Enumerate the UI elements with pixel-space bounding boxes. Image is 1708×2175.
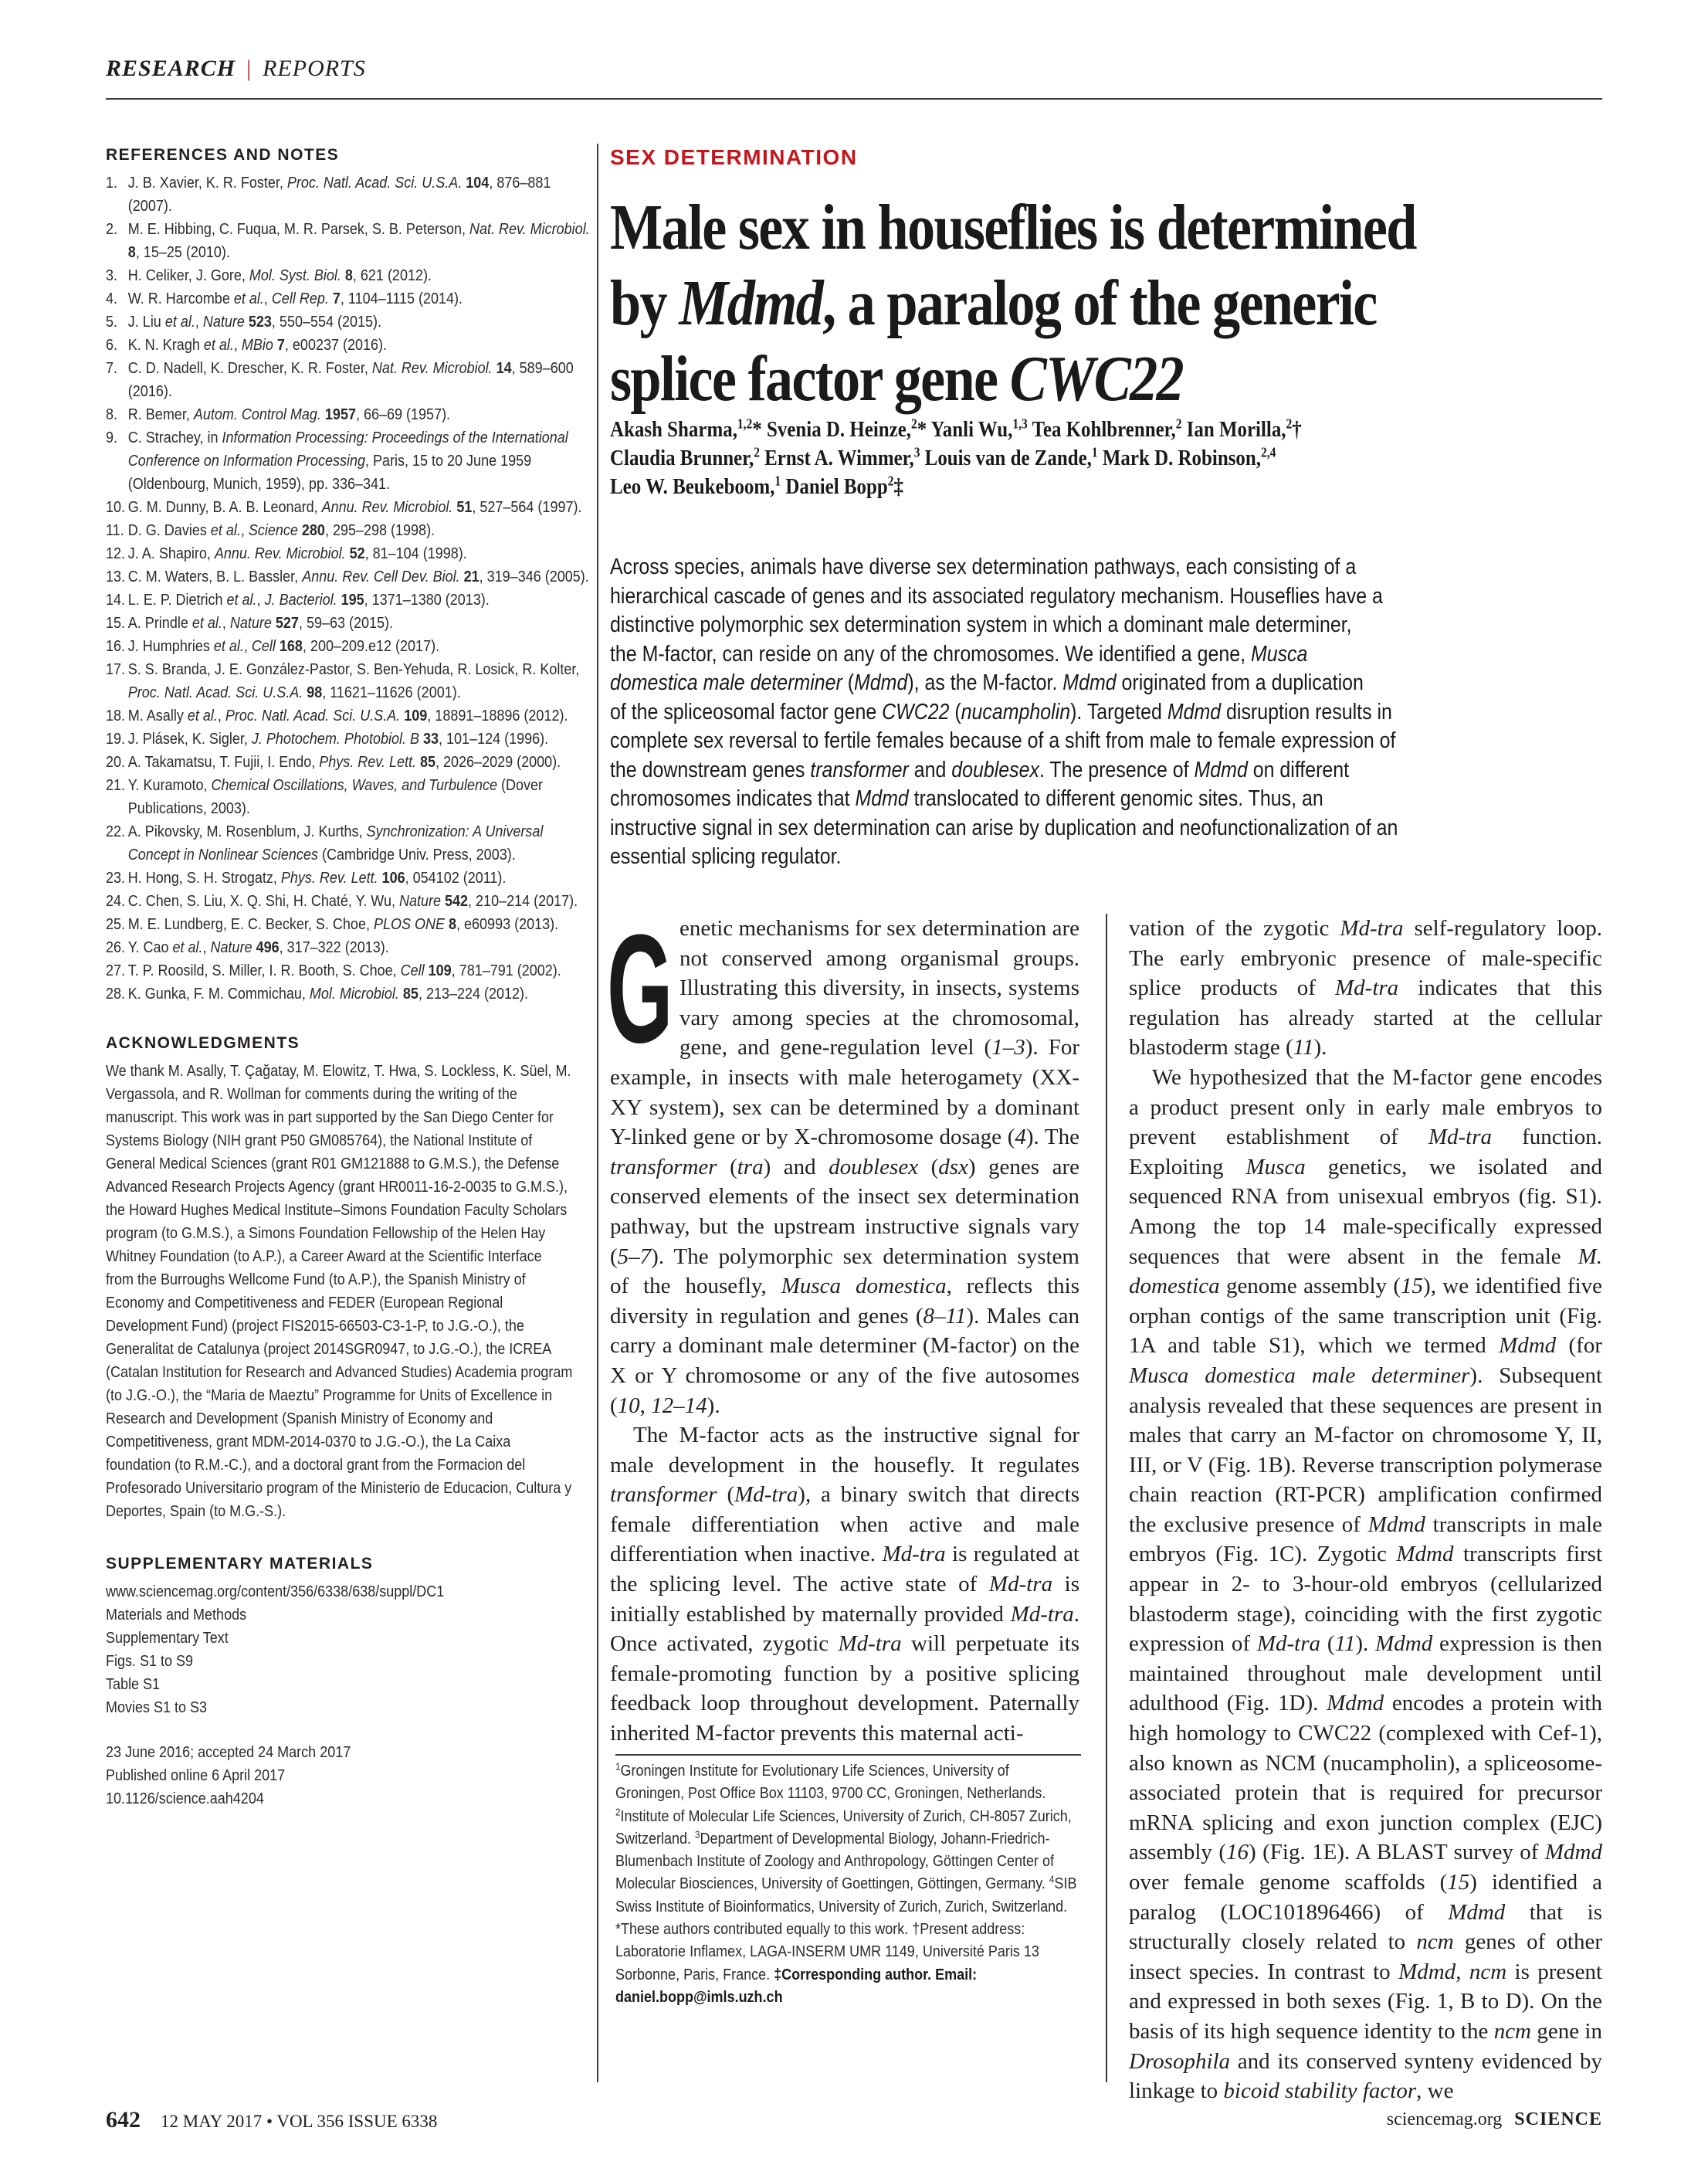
footnote-rule: [615, 1754, 1081, 1756]
page-footer-left: [106, 2107, 437, 2133]
reference-number: 2.: [106, 221, 118, 238]
reference-text: A. Pikovsky, M. Rosenblum, J. Kurths, Synchronization: A Universal Concept in Nonlinear Sciences (Cambridge Univ. Press, 2003).: [127, 823, 544, 864]
reference-number: 15.: [106, 615, 126, 632]
reference-number: 22.: [106, 823, 126, 840]
reference-item: [106, 357, 595, 403]
reference-number: 5.: [106, 314, 118, 331]
reference-text: W. R. Harcombe et al., Cell Rep. 7, 1104–1115 (2014).: [127, 290, 463, 307]
references-section: [106, 144, 590, 1006]
body-paragraph: The M-factor acts as the instructive signal for male development in the housefly. It regulates transformer (Md-tra), a binary switch that directs female differentiation when active and male differentiation when inactive. Md-tra is regulated at the splicing level. The active state of Md-tra is initially established by maternally provided Md-tra. Once activated, zygotic Md-tra will perpetuate its female-promoting function by a positive splicing feedback loop throughout development. Paternally inherited M-factor prevents this maternal acti-: [610, 1423, 1080, 1746]
supplementary-heading: SUPPLEMENTARY MATERIALS: [106, 1555, 374, 1573]
reference-text: J. B. Xavier, K. R. Foster, Proc. Natl. Acad. Sci. U.S.A. 104, 876–881 (2007).: [127, 175, 551, 215]
site-link[interactable]: sciencemag.org: [1386, 2109, 1503, 2129]
journal-name: SCIENCE: [1514, 2109, 1602, 2129]
reference-number: 4.: [106, 290, 118, 307]
reference-text: D. G. Davies et al., Science 280, 295–298 (1998).: [127, 522, 435, 539]
article-title: Male sex in houseflies is determined by Mdmd, a paralog of the generic splice factor gene CWC22: [610, 192, 1416, 415]
body-paragraph: We hypothesized that the M-factor gene encodes a product present only in early male embryos to prevent establishment of Md-tra function. Exploiting Musca genetics, we isolated and sequenced RNA from unisexual embryos (fig. S1). Among the top 14 male-specifically expressed sequences that were absent in the female M. domestica genome assembly (15), we identified five orphan contigs of the same transcription unit (Fig. 1A and table S1), which we termed Mdmd (for Musca domestica male determiner). Subsequent analysis revealed that these sequences are present in males that carry an M-factor on chromosome Y, II, III, or V (Fig. 1B). Reverse transcription polymerase chain reaction (RT-PCR) amplification confirmed the exclusive presence of Mdmd transcripts in male embryos (Fig. 1C). Zygotic Mdmd transcripts first appear in 2- to 3-hour-old embryos (cellularized blastoderm stage), coinciding with the first zygotic expression of Md-tra (11). Mdmd expression is then maintained throughout male development until adulthood (Fig. 1D). Mdmd encodes a protein with high homology to CWC22 (complexed with Cef-1), also known as NCM (nucampholin), a spliceosome-associated protein that is required for precursor mRNA splicing and exon junction complex (EJC) assembly (16) (Fig. 1E). A BLAST survey of Mdmd over female genome scaffolds (15) identified a paralog (LOC101896466) of Mdmd that is structurally closely related to ncm genes of other insect species. In contrast to Mdmd, ncm is present and expressed in both sexes (Fig. 1, B to D). On the basis of its high sequence identity to the ncm gene in Drosophila and its conserved synteny evidenced by linkage to bicoid stability factor, we: [1129, 1064, 1603, 2104]
page-number: 642: [106, 2107, 141, 2133]
reference-number: 13.: [106, 568, 126, 585]
reference-item: [106, 171, 595, 218]
left-column: [106, 144, 590, 1810]
reference-number: 23.: [106, 870, 126, 887]
doi[interactable]: 10.1126/science.aah4204: [106, 1790, 264, 1807]
reference-item: [106, 403, 595, 426]
drop-cap: G: [607, 903, 673, 1075]
reference-item: [106, 982, 595, 1006]
reference-item: [106, 334, 595, 357]
reference-number: 3.: [106, 267, 118, 284]
reference-number: 7.: [106, 360, 118, 377]
reference-number: 9.: [106, 429, 118, 446]
reference-number: 27.: [106, 962, 126, 979]
references-heading: REFERENCES AND NOTES: [106, 146, 340, 164]
reference-text: C. D. Nadell, K. Drescher, K. R. Foster, Nat. Rev. Microbiol. 14, 589–600 (2016).: [127, 360, 574, 400]
header-rule: [106, 98, 1602, 100]
running-header: [106, 56, 366, 82]
affiliations-footnotes: $^1$Groningen Institute for Evolutionary Life Sciences, University of Groningen, Post Office Box 11103, 9700 CC, Groningen, Netherlands. $^2$Institute of Molecular Life Sciences, University of Zurich, CH-8057 Zurich, Switzerland. $^3$Department of Developmental Biology, Johann-Friedrich-Blumenbach Institute of Zoology and Anthropology, Göttingen Center of Molecular Biosciences, University of Goettingen, Göttingen, Germany. $^4$SIB Swiss Institute of Bioinformatics, University of Zurich, Zurich, Switzerland. *These authors contributed equally to this work. †Present address: Laboratorie Inflamex, LAGA-INSERM UMR 1149, Université Paris 13 Sorbonne, Paris, France. ‡Corresponding author. Email: daniel.bopp@imls.uzh.ch: [615, 1760, 1077, 2006]
dates-section: [106, 1741, 574, 1810]
supplementary-item: Supplementary Text: [106, 1630, 229, 1647]
supplementary-item: Materials and Methods: [106, 1607, 247, 1624]
reference-item: [106, 612, 595, 635]
supplementary-item: Figs. S1 to S9: [106, 1653, 194, 1670]
reference-item: [106, 751, 595, 774]
reference-item: [106, 264, 595, 287]
reference-number: 24.: [106, 893, 126, 910]
column-divider-left: [597, 144, 598, 2082]
supplementary-item: Table S1: [106, 1676, 161, 1693]
reference-number: 6.: [106, 337, 118, 354]
reference-item: [106, 218, 595, 264]
acknowledgments-section: [106, 1032, 574, 1523]
acknowledgments-text: We thank M. Asally, T. Çağatay, M. Elowitz, T. Hwa, S. Lockless, K. Süel, M. Vergassola, and R. Wollman for comments during the writing of the manuscript. This work was in part supported by the San Diego Center for Systems Biology (NIH grant P50 GM085764), the National Institute of General Medical Sciences (grant R01 GM121888 to G.M.S.), the Defense Advanced Research Projects Agency (grant HR0011-16-2-0035 to G.M.S.), the Howard Hughes Medical Institute–Simons Foundation Faculty Scholars program (to G.M.S.), a Simons Foundation Fellowship of the Helen Hay Whitney Foundation (to A.P.), a Career Award at the Scientific Interface from the Burroughs Wellcome Fund (to A.P.), the Spanish Ministry of Economy and Competitiveness and FEDER (European Regional Development Fund) (project FIS2015-66503-C3-1-P, to J.G.-O.), the Generalitat de Catalunya (project 2014SGR0947, to J.G.-O.), the ICREA (Catalan Institution for Research and Advanced Studies) Academia program (to J.G.-O.), the “Maria de Maeztu” Programme for Units of Excellence in Research and Development (Spanish Ministry of Economy and Competitiveness, grant MDM-2014-0370 to J.G.-O.), the La Caixa foundation (to R.M.-C.), and a doctoral grant from the Formacion del Profesorado Universitario program of the Ministerio de Educacion, Cultura y Deportes, Spain (to M.G.-S.).: [106, 1063, 573, 1520]
section-kicker: SEX DETERMINATION: [610, 145, 858, 169]
reference-item: [106, 519, 595, 542]
reference-item: [106, 589, 595, 612]
reference-item: [106, 287, 595, 310]
reference-text: H. Celiker, J. Gore, Mol. Syst. Biol. 8, 621 (2012).: [127, 267, 432, 284]
reference-number: 28.: [106, 986, 126, 1003]
reference-text: L. E. P. Dietrich et al., J. Bacteriol. 195, 1371–1380 (2013).: [127, 592, 490, 609]
body-paragraph: [607, 903, 1079, 1420]
reference-item: [106, 704, 595, 728]
reference-item: [106, 658, 595, 704]
reference-text: M. E. Hibbing, C. Fuqua, M. R. Parsek, S. B. Peterson, Nat. Rev. Microbiol. 8, 15–25 (2010).: [127, 221, 590, 261]
body-column-1: [607, 903, 1080, 1749]
reference-number: 14.: [106, 592, 126, 609]
reference-number: 18.: [106, 707, 126, 724]
reference-item: [106, 635, 595, 658]
reference-text: J. A. Shapiro, Annu. Rev. Microbiol. 52, 81–104 (1998).: [127, 545, 467, 562]
reference-item: [106, 867, 595, 890]
reference-number: 25.: [106, 916, 126, 933]
reference-text: T. P. Roosild, S. Miller, I. R. Booth, S. Choe, Cell 109, 781–791 (2002).: [127, 962, 561, 979]
reference-item: [106, 565, 595, 589]
reference-item: [106, 542, 595, 565]
reference-number: 20.: [106, 754, 126, 771]
reference-text: A. Prindle et al., Nature 527, 59–63 (2015).: [127, 615, 394, 632]
reference-number: 16.: [106, 638, 126, 655]
reference-item: [106, 496, 595, 519]
supplementary-section: [106, 1552, 574, 1719]
reference-number: 26.: [106, 939, 126, 956]
body-paragraph: vation of the zygotic Md-tra self-regulatory loop. The early embryonic presence of male-specific splice products of Md-tra indicates that this regulation has already started at the cellular blastoderm stage (11).: [1129, 916, 1602, 1060]
reference-text: Y. Kuramoto, Chemical Oscillations, Waves, and Turbulence (Dover Publications, 2003).: [127, 777, 544, 817]
reference-number: 11.: [106, 522, 124, 539]
reference-text: M. Asally et al., Proc. Natl. Acad. Sci. U.S.A. 109, 18891–18896 (2012).: [127, 707, 568, 724]
column-divider-right: [1106, 914, 1107, 2082]
reference-text: Y. Cao et al., Nature 496, 317–322 (2013).: [127, 939, 389, 956]
reference-number: 1.: [106, 175, 118, 192]
reference-text: J. Plásek, K. Sigler, J. Photochem. Photobiol. B 33, 101–124 (1996).: [127, 731, 549, 748]
reference-item: [106, 426, 595, 496]
reference-item: [106, 913, 595, 936]
page-footer-right: [1387, 2109, 1602, 2130]
body-column-2: [1129, 914, 1602, 2106]
paragraph-text: enetic mechanisms for sex determination are not conserved among organismal groups. Illustrating this diversity, in insects, systems vary among species at the chromosomal, gene, and gene-regulation level (1–3). For example, in insects with male heterogamety (XX-XY system), sex can be determined by a dominant Y-linked gene or by X-chromosome dosage (4). The transformer (tra) and doublesex (dsx) genes are conserved elements of the insect sex determination pathway, but the upstream instructive signals vary (5–7). The polymorphic sex determination system of the housefly, Musca domestica, reflects this diversity in regulation and genes (8–11). Males can carry a dominant male determiner (M-factor) on the X or Y chromosome or any of the five autosomes (10, 12–14).: [610, 916, 1079, 1418]
author-list: Akash Sharma,$^{1,2}$* Svenia D. Heinze,$^2$* Yanli Wu,$^{1,3}$ Tea Kohlbrenner,$^2$ Ian Morilla,$^2$† Claudia Brunner,$^2$ Ernst A. Wimmer,$^3$ Louis van de Zande,$^1$ Mark D. Robinson,$^{2,4}$ Leo W. Beukeboom,$^1$ Daniel Bopp$^2$‡: [610, 416, 1302, 499]
reference-text: G. M. Dunny, B. A. B. Leonard, Annu. Rev. Microbiol. 51, 527–564 (1997).: [127, 499, 582, 516]
acknowledgments-heading: ACKNOWLEDGMENTS: [106, 1034, 300, 1052]
reference-item: [106, 820, 595, 867]
reference-item: [106, 728, 595, 751]
reference-number: 17.: [106, 661, 126, 678]
subsection-label: REPORTS: [263, 56, 366, 81]
reference-number: 10.: [106, 499, 126, 516]
reference-text: C. Strachey, in Information Processing: Proceedings of the International Conference on Information Processing, Paris, 15 to 20 June 1959 (Oldenbourg, Munich, 1959), pp. 336–341.: [127, 429, 568, 493]
reference-text: S. S. Branda, J. E. González-Pastor, S. Ben-Yehuda, R. Losick, R. Kolter, Proc. Natl. Acad. Sci. U.S.A. 98, 11621–11626 (2001).: [127, 661, 580, 701]
reference-text: K. N. Kragh et al., MBio 7, e00237 (2016).: [127, 337, 388, 354]
reference-text: J. Liu et al., Nature 523, 550–554 (2015).: [127, 314, 382, 331]
reference-number: 8.: [106, 406, 118, 423]
reference-item: [106, 774, 595, 820]
reference-item: [106, 310, 595, 334]
reference-text: R. Bemer, Autom. Control Mag. 1957, 66–69 (1957).: [127, 406, 451, 423]
reference-list: [106, 171, 590, 1006]
reference-text: C. M. Waters, B. L. Bassler, Annu. Rev. Cell Dev. Biol. 21, 319–346 (2005).: [127, 568, 589, 585]
issue-info: 12 MAY 2017 • VOL 356 ISSUE 6338: [161, 2112, 438, 2131]
reference-number: 12.: [106, 545, 126, 562]
abstract: Across species, animals have diverse sex determination pathways, each consisting of a hierarchical cascade of genes and its associated regulatory mechanism. Houseflies have a distinctive polymorphic sex determination system in which a dominant male determiner, the M-factor, can reside on any of the chromosomes. We identified a gene, Musca domestica male determiner (Mdmd), as the M-factor. Mdmd originated from a duplication of the spliceosomal factor gene CWC22 (nucampholin). Targeted Mdmd disruption results in complete sex reversal to fertile females because of a shift from male to female expression of the downstream genes transformer and doublesex. The presence of Mdmd on different chromosomes indicates that Mdmd translocated to different genomic sites. Thus, an instructive signal in sex determination can arise by duplication and neofunctionalization of an essential splicing regulator.: [610, 555, 1398, 869]
reference-number: 21.: [106, 777, 126, 794]
published-online-date: Published online 6 April 2017: [106, 1767, 286, 1784]
reference-text: K. Gunka, F. M. Commichau, Mol. Microbiol. 85, 213–224 (2012).: [127, 986, 529, 1003]
reference-item: [106, 936, 595, 959]
reference-text: A. Takamatsu, T. Fujii, I. Endo, Phys. Rev. Lett. 85, 2026–2029 (2000).: [127, 754, 561, 771]
reference-text: C. Chen, S. Liu, X. Q. Shi, H. Chaté, Y. Wu, Nature 542, 210–214 (2017).: [127, 893, 578, 910]
reference-number: 19.: [106, 731, 126, 748]
supplementary-link[interactable]: www.sciencemag.org/content/356/6338/638/suppl/DC1: [106, 1583, 445, 1600]
reference-text: M. E. Lundberg, E. C. Becker, S. Choe, PLOS ONE 8, e60993 (2013).: [127, 916, 559, 933]
supplementary-item: Movies S1 to S3: [106, 1699, 208, 1716]
reference-item: [106, 890, 595, 913]
header-separator: |: [246, 56, 252, 81]
section-label: RESEARCH: [106, 56, 236, 81]
reference-item: [106, 959, 595, 982]
received-accepted-date: 23 June 2016; accepted 24 March 2017: [106, 1744, 351, 1761]
reference-text: J. Humphries et al., Cell 168, 200–209.e12 (2017).: [127, 638, 440, 655]
reference-text: H. Hong, S. H. Strogatz, Phys. Rev. Lett. 106, 054102 (2011).: [127, 870, 507, 887]
